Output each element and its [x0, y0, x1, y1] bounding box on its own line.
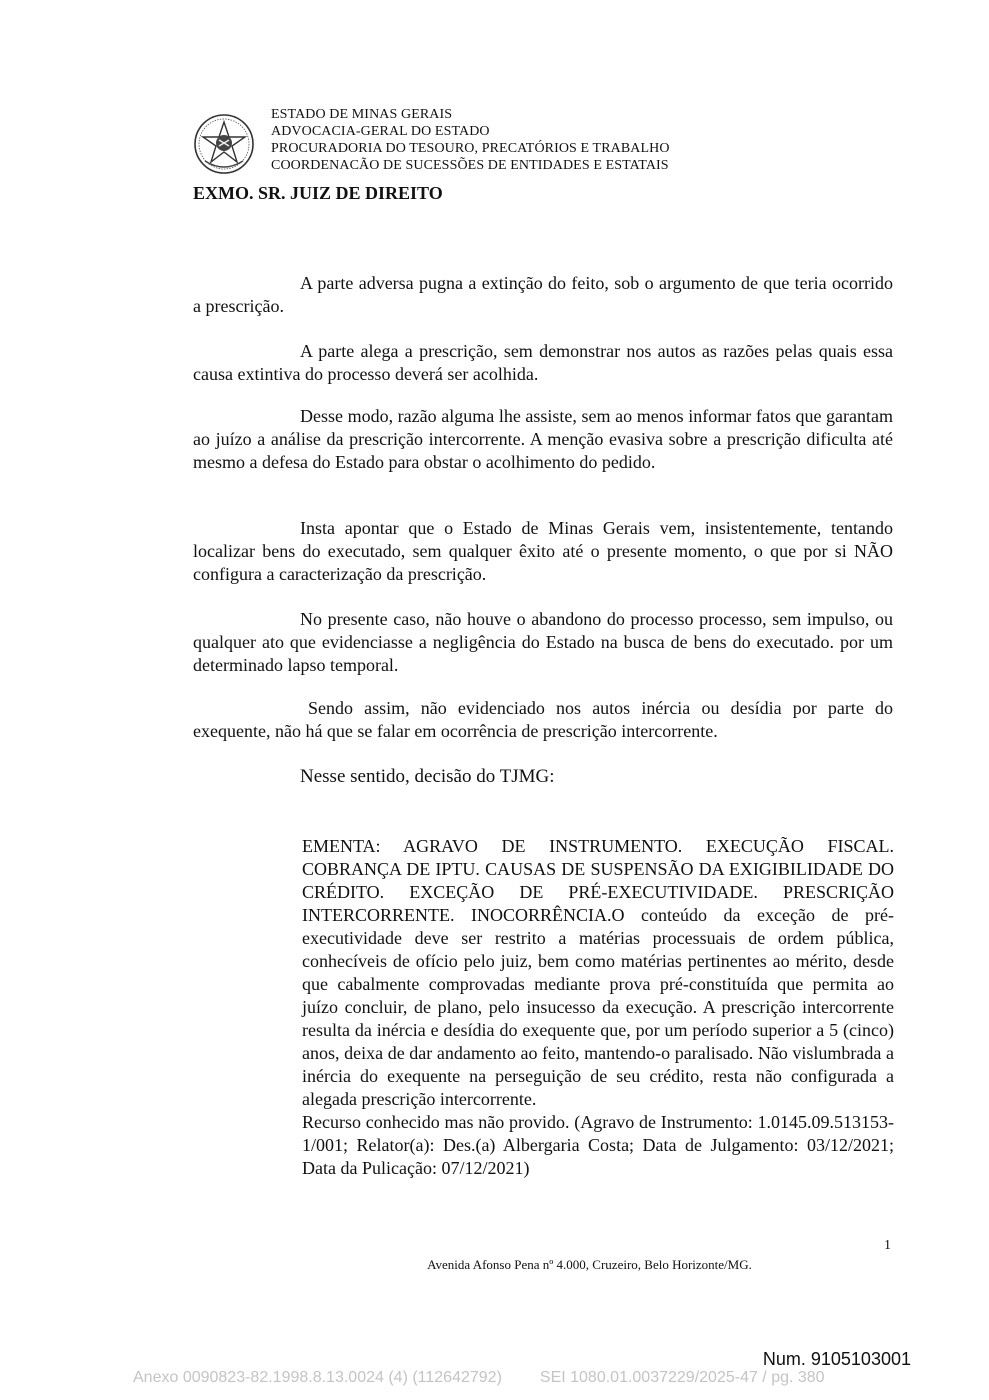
recurso-text: Recurso conhecido mas não provido. (Agravo de Instrumento: 1.0145.09.513153-1/001; Relator(a): Des.(a) Albergaria Costa; Data de Julgamento: 03/12/2021; Data da Pulicação: 07/12/2021) [302, 1112, 894, 1178]
ementa-text: EMENTA: AGRAVO DE INSTRUMENTO. EXECUÇÃO FISCAL. COBRANÇA DE IPTU. CAUSAS DE SUSPENSÃO DA EXIGIBILIDADE DO CRÉDITO. EXCEÇÃO DE PRÉ-EXECUTIVIDADE. PRESCRIÇÃO INTERCORRENTE. INOCORRÊNCIA.O conteúdo da exceção de pré-executividade deve ser restrito a matérias processuais de ordem pública, conhecíveis de ofício pelo juiz, bem como matérias pertinentes ao mérito, desde que cabalmente comprovadas mediante prova pré-constituída que permita ao juízo concluir, de plano, pelo insucesso da execução. A prescrição intercorrente resulta da inércia e desídia do exequente que, por um período superior a 5 (cinco) anos, deixa de dar andamento ao feito, mantendo-o paralisado. Não vislumbrada a inércia do exequente na perseguição de seu crédito, resta não configurada a alegada prescrição intercorrente. [302, 836, 894, 1109]
lead-in-text: Nesse sentido, decisão do TJMG: [300, 766, 555, 787]
paragraph-5: No presente caso, não houve o abandono do processo processo, sem impulso, ou qualquer ato que evidenciasse a negligência do Estado na busca de bens do executado. por um determinado lapso temporal. [193, 609, 893, 675]
paragraph-4: Insta apontar que o Estado de Minas Gerais vem, insistentemente, tentando localizar bens do executado, sem qualquer êxito até o presente momento, o que por si NÃO configura a caracterização da prescrição. [193, 518, 893, 584]
annex-stamp [133, 1369, 825, 1387]
paragraph-6: Sendo assim, não evidenciado nos autos inércia ou desídia por parte do exequente, não há que se falar em ocorrência de prescrição intercorrente. [193, 698, 893, 741]
annex-stamp-right: SEI 1080.01.0037229/2025-47 / pg. 380 [539, 1369, 825, 1386]
paragraph-2: A parte alega a prescrição, sem demonstrar nos autos as razões pelas quais essa causa extintiva do processo deverá ser acolhida. [193, 341, 893, 384]
letterhead-coordination: COORDENACÃO DE SUCESSÕES DE ENTIDADES E ESTATAIS [271, 158, 669, 173]
letterhead-state: ESTADO DE MINAS GERAIS [271, 107, 453, 122]
page-number: 1 [884, 1238, 891, 1253]
annex-stamp-left: Anexo 0090823-82.1998.8.13.0024 (4) (112642792) [133, 1369, 502, 1386]
letterhead-department: PROCURADORIA DO TESOURO, PRECATÓRIOS E TRABALHO [271, 141, 670, 156]
case-law-quote [302, 835, 894, 1180]
paragraph-1: A parte adversa pugna a extinção do feito, sob o argumento de que teria ocorrido a prescrição. [193, 273, 893, 316]
addressee-heading: EXMO. SR. JUIZ DE DIREITO [193, 183, 443, 203]
letterhead [271, 106, 670, 174]
paragraph-3: Desse modo, razão alguma lhe assiste, sem ao menos informar fatos que garantam ao juízo a análise da prescrição intercorrente. A menção evasiva sobre a prescrição dificulta até mesmo a defesa do Estado para obstar o acolhimento do pedido. [193, 406, 893, 472]
letterhead-agency: ADVOCACIA-GERAL DO ESTADO [271, 124, 490, 139]
minas-gerais-coat-of-arms-icon [193, 113, 255, 175]
document-number: Num. 9105103001 [762, 1349, 911, 1369]
footer-address: Avenida Afonso Pena nº 4.000, Cruzeiro, Belo Horizonte/MG. [427, 1257, 752, 1272]
